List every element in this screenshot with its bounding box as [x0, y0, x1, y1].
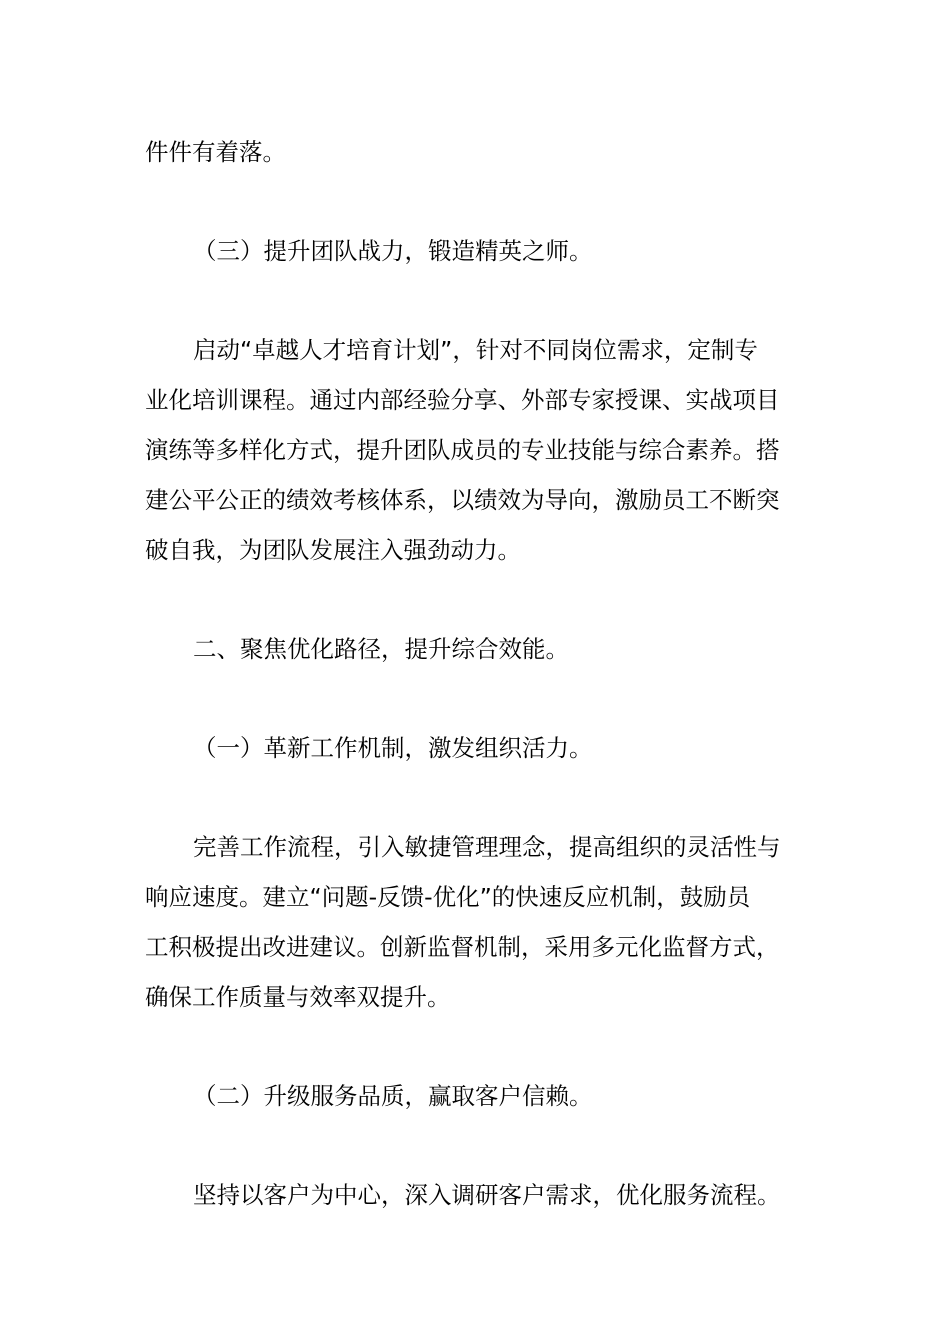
body-text-line: 工积极提出改进建议。创新监督机制，采用多元化监督方式，: [145, 933, 780, 961]
body-text-line: 破自我，为团队发展注入强劲动力。: [145, 536, 521, 564]
section-heading-2: 二、聚焦优化路径，提升综合效能。: [193, 635, 569, 663]
subsection-heading-3: （三）提升团队战力，锻造精英之师。: [193, 237, 593, 265]
body-text-line: 响应速度。建立“问题-反馈-优化”的快速反应机制，鼓励员: [145, 883, 751, 911]
body-text-line: 确保工作质量与效率双提升。: [145, 983, 451, 1011]
body-text-line: 演练等多样化方式，提升团队成员的专业技能与综合素养。搭: [145, 436, 780, 464]
body-text-line: 启动“卓越人才培育计划”，针对不同岗位需求，定制专: [193, 336, 758, 364]
body-text-line: 业化培训课程。通过内部经验分享、外部专家授课、实战项目: [145, 386, 780, 414]
body-text-line: 建公平公正的绩效考核体系，以绩效为导向，激励员工不断突: [145, 486, 780, 514]
subsection-heading-1: （一）革新工作机制，激发组织活力。: [193, 734, 593, 762]
body-text-line: 完善工作流程，引入敏捷管理理念，提高组织的灵活性与: [193, 833, 781, 861]
body-text-line: 坚持以客户为中心，深入调研客户需求，优化服务流程。: [193, 1181, 781, 1209]
body-text-line: 件件有着落。: [145, 138, 286, 166]
subsection-heading-2: （二）升级服务品质，赢取客户信赖。: [193, 1082, 593, 1110]
